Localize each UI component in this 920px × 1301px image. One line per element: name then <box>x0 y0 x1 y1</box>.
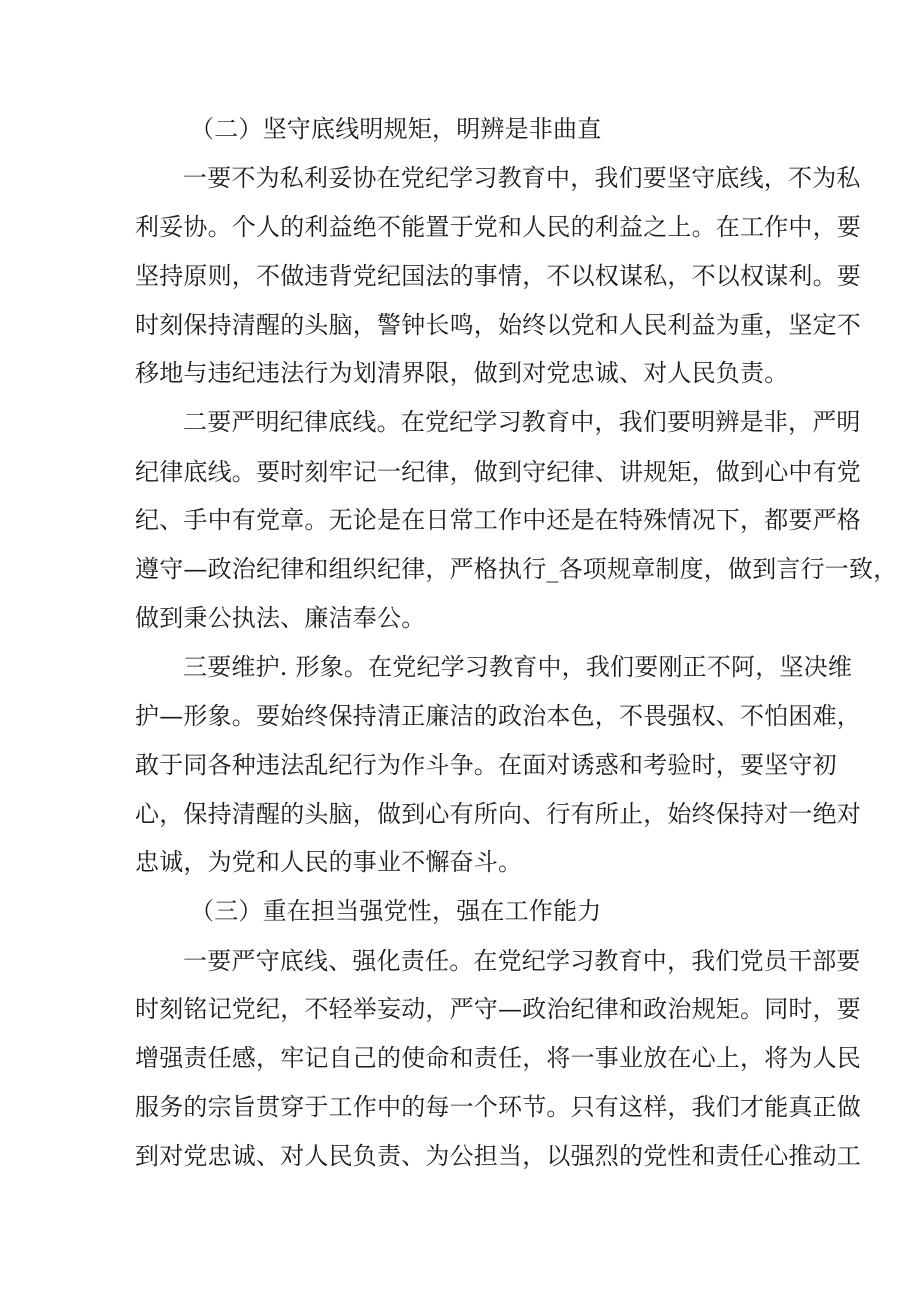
paragraph-line: 三要维护. 形象。在党纪学习教育中，我们要刚正不阿，坚决维 <box>183 653 853 681</box>
paragraph-line: 坚持原则，不做违背党纪国法的事情，不以权谋私，不以权谋利。要 <box>135 262 861 290</box>
section-heading-2: （二）坚守底线明规矩，明辨是非曲直 <box>190 115 602 143</box>
paragraph-line: 利妥协。个人的利益绝不能置于党和人民的利益之上。在工作中，要 <box>135 213 861 241</box>
paragraph-line: 时刻保持清醒的头脑，警钟长鸣，始终以党和人民利益为重，坚定不 <box>135 311 861 339</box>
paragraph-line: 心，保持清醒的头脑，做到心有所向、行有所止，始终保持对一绝对 <box>135 800 861 828</box>
section-heading-3: （三）重在担当强党性，强在工作能力 <box>190 897 602 925</box>
paragraph-line: 服务的宗旨贯穿于工作中的每一个环节。只有这样，我们才能真正做 <box>135 1093 861 1121</box>
paragraph-line: 遵守—政治纪律和组织纪律，严格执行_各项规章制度，做到言行一致， <box>135 555 898 583</box>
paragraph-line: 护—形象。要始终保持清正廉洁的政治本色，不畏强权、不怕困难， <box>135 702 861 730</box>
paragraph-line: 到对党忠诚、对人民负责、为公担当，以强烈的党性和责任心推动工 <box>135 1142 861 1170</box>
paragraph-line: 一要严守底线、强化责任。在党纪学习教育中，我们党员干部要 <box>183 947 861 975</box>
paragraph-line: 时刻铭记党纪，不轻举妄动，严守—政治纪律和政治规矩。同时，要 <box>135 995 861 1023</box>
paragraph-line: 增强责任感，牢记自己的使命和责任，将一事业放在心上，将为人民 <box>135 1044 861 1072</box>
paragraph-line: 二要严明纪律底线。在党纪学习教育中，我们要明辨是非，严明 <box>183 408 861 436</box>
paragraph-line: 一要不为私利妥协在党纪学习教育中，我们要坚守底线，不为私 <box>183 164 861 192</box>
paragraph-line: 忠诚，为党和人民的事业不懈奋斗。 <box>135 848 523 876</box>
paragraph-line: 敢于同各种违法乱纪行为作斗争。在面对诱惑和考验时，要坚守初 <box>135 751 837 779</box>
paragraph-line: 纪律底线。要时刻牢记一纪律，做到守纪律、讲规矩，做到心中有党 <box>135 458 861 486</box>
paragraph-line: 做到秉公执法、廉洁奉公。 <box>135 604 426 632</box>
paragraph-line: 移地与违纪违法行为划清界限，做到对党忠诚、对人民负责。 <box>135 359 789 387</box>
paragraph-line: 纪、手中有党章。无论是在日常工作中还是在特殊情况下，都要严格 <box>135 506 861 534</box>
